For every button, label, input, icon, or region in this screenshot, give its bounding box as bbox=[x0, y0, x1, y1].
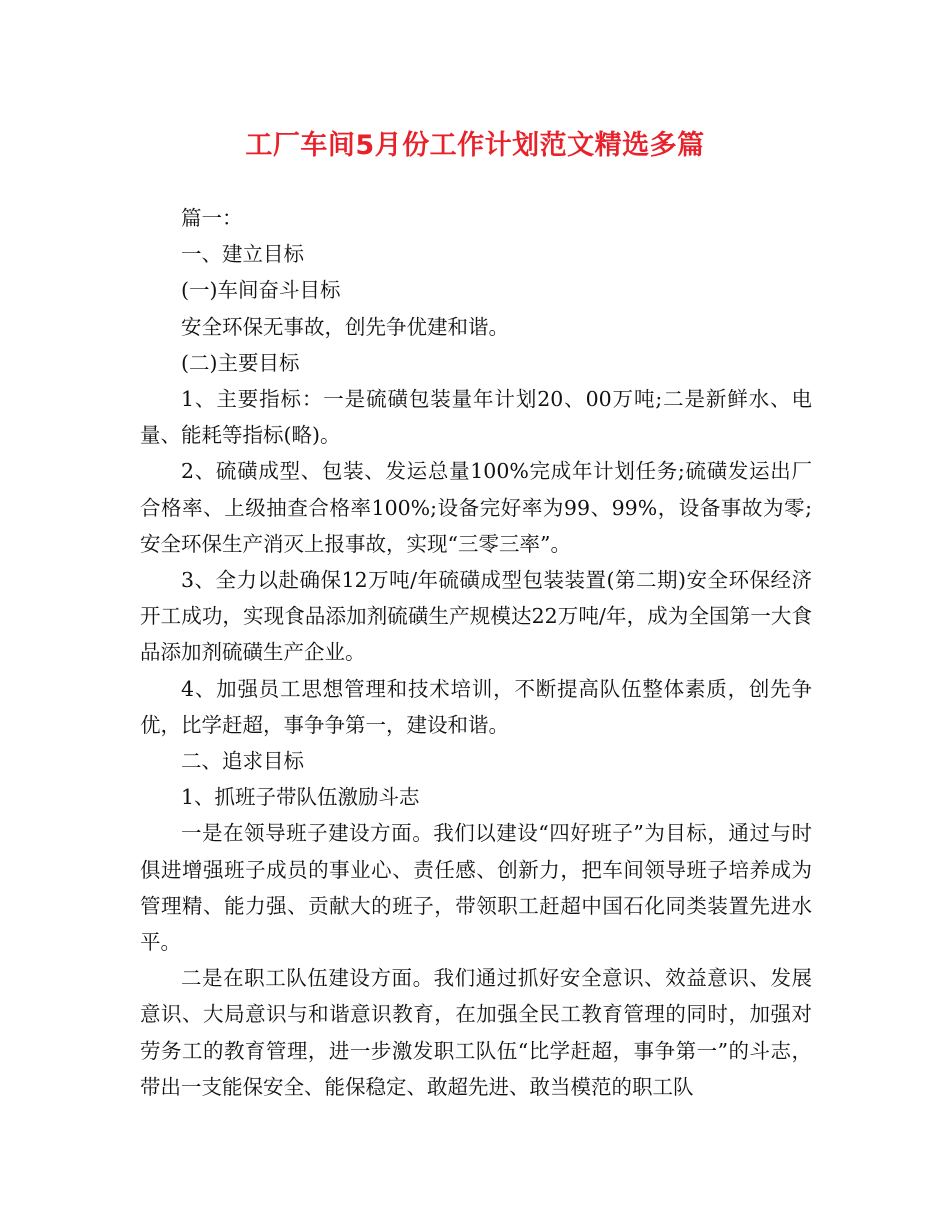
document-title: 工厂车间5月份工作计划范文精选多篇 bbox=[245, 130, 705, 161]
paragraph-subheading-2: (二)主要目标 bbox=[181, 350, 300, 375]
paragraph-subheading-3: 1、抓班子带队伍激励斗志 bbox=[181, 785, 420, 810]
paragraph: 1、主要指标：一是硫磺包装量年计划20、00万吨;二是新鲜水、电量、能耗等指标(略)。 bbox=[140, 387, 812, 448]
document-body bbox=[140, 200, 812, 1105]
paragraph: 安全环保无事故，创先争优建和谐。 bbox=[181, 314, 509, 339]
paragraph: 4、加强员工思想管理和技术培训，不断提高队伍整体素质，创先争优，比学赶超，事争争第一，建设和谐。 bbox=[140, 676, 812, 737]
paragraph: 一是在领导班子建设方面。我们以建设“四好班子”为目标，通过与时俱进增强班子成员的事业心、责任感、创新力，把车间领导班子培养成为管理精、能力强、贡献大的班子，带领职工赶超中国石化同类装置先进水平。 bbox=[140, 821, 812, 955]
paragraph-section-label: 篇一： bbox=[181, 206, 243, 230]
paragraph-heading-1: 一、建立目标 bbox=[181, 242, 304, 267]
paragraph: 2、硫磺成型、包装、发运总量100%完成年计划任务;硫磺发运出厂合格率、上级抽查合格率100%;设备完好率为99、99%，设备事故为零;安全环保生产消灭上报事故，实现“三零三率”。 bbox=[140, 459, 812, 556]
paragraph: 3、全力以赴确保12万吨/年硫磺成型包装装置(第二期)安全环保经济开工成功，实现食品添加剂硫磺生产规模达22万吨/年，成为全国第一大食品添加剂硫磺生产企业。 bbox=[140, 568, 812, 665]
paragraph-heading-2: 二、追求目标 bbox=[181, 749, 304, 774]
paragraph: 二是在职工队伍建设方面。我们通过抓好安全意识、效益意识、发展意识、大局意识与和谐意识教育，在加强全民工教育管理的同时，加强对劳务工的教育管理，进一步激发职工队伍“比学赶超，事争第一”的斗志，带出一支能保安全、能保稳定、敢超先进、敢当模范的职工队 bbox=[140, 966, 812, 1099]
paragraph-subheading-1: (一)车间奋斗目标 bbox=[181, 278, 341, 303]
